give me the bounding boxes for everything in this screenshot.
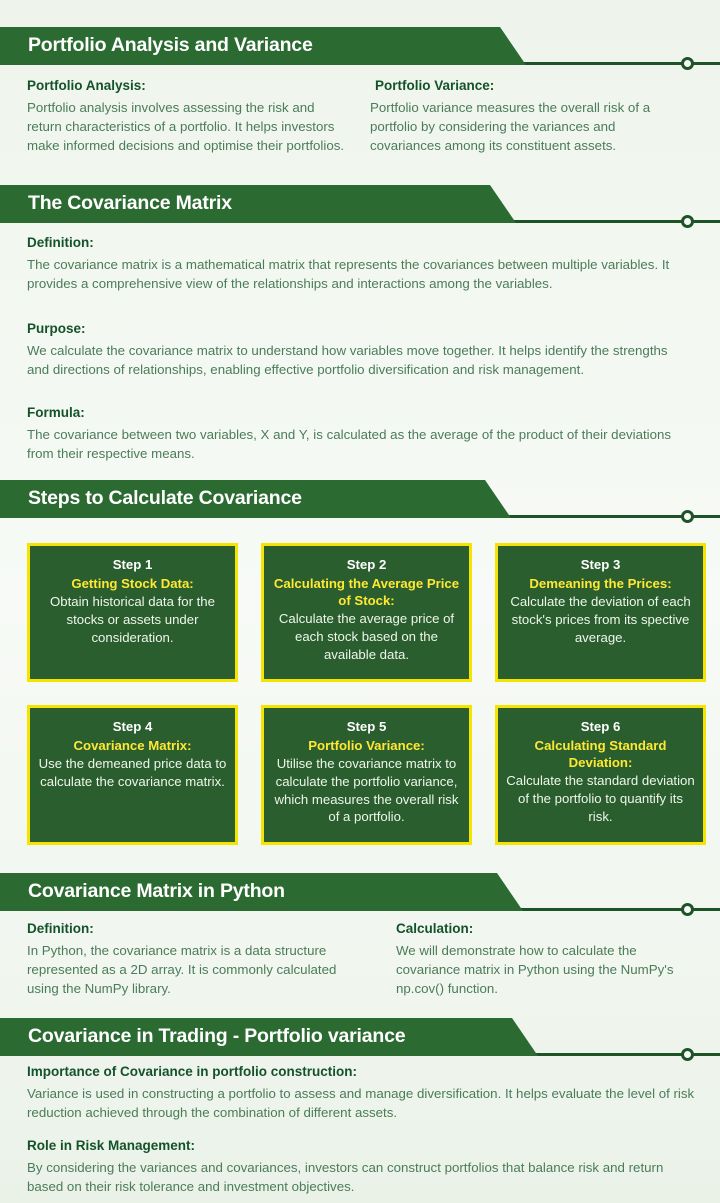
section-banner	[0, 873, 497, 911]
section-header-steps-to-calculate-covariance	[0, 480, 720, 518]
step-card-number: Step 6	[580, 719, 621, 734]
step-card-title: Demeaning the Prices:	[529, 576, 672, 592]
banner-tail-shape	[500, 27, 526, 65]
step-card-text: Calculate the average price of each stock based on the available data.	[278, 611, 455, 662]
block-body: The covariance between two variables, X and Y, is calculated as the average of the product of their deviations from their respective means.	[27, 427, 672, 462]
block-body: Variance is used in constructing a portfolio to assess and manage diversification. It helps evaluate the level of risk reduction achieved through the combination of different assets.	[27, 1086, 695, 1121]
block-heading: Purpose:	[27, 321, 86, 336]
portfolio-analysis-column	[27, 78, 352, 156]
section-banner	[0, 480, 485, 518]
connector-line	[511, 515, 682, 518]
block-heading: Importance of Covariance in portfolio construction:	[27, 1064, 358, 1079]
covariance-matrix-definition-block	[27, 235, 692, 294]
importance-of-covariance-block	[27, 1064, 697, 1123]
column-heading: Definition:	[27, 921, 94, 936]
step-card-text: Calculate the standard deviation of the portfolio to quantify its risk.	[506, 773, 695, 824]
covariance-matrix-purpose-block	[27, 321, 692, 380]
step-cards-row-1	[27, 543, 706, 682]
banner-tail-shape	[490, 185, 516, 223]
block-body: The covariance matrix is a mathematical matrix that represents the covariances between multiple variables. It provides a comprehensive view of the relationships and interactions among the variables.	[27, 257, 670, 292]
step-card-text: Obtain historical data for the stocks or assets under consideration.	[50, 594, 215, 645]
section-banner	[0, 185, 490, 223]
section-title: The Covariance Matrix	[28, 192, 232, 215]
step-card-number: Step 4	[112, 719, 153, 734]
step-card-title: Calculating Standard Deviation:	[534, 738, 667, 771]
block-body: By considering the variances and covariances, investors can construct portfolios that balance risk and return based on their risk tolerance and investment objectives.	[27, 1160, 664, 1195]
connector-line	[538, 1053, 682, 1056]
block-heading: Formula:	[27, 405, 85, 420]
connector-end-dot	[681, 903, 694, 916]
step-card-text: Utilise the covariance matrix to calculate the portfolio variance, which measures the overall risk of a portfolio.	[274, 756, 459, 825]
section-banner	[0, 27, 500, 65]
python-definition-column	[27, 921, 357, 999]
step-card-title: Getting Stock Data:	[71, 576, 194, 592]
step-card-number: Step 1	[112, 557, 153, 572]
column-body: In Python, the covariance matrix is a data structure represented as a 2D array. It is commonly calculated using the NumPy library.	[27, 943, 337, 996]
step-card[interactable]	[495, 543, 706, 682]
step-card-title: Calculating the Average Price of Stock:	[273, 576, 460, 609]
column-heading: Calculation:	[396, 921, 474, 936]
step-card[interactable]	[27, 705, 238, 845]
section-title: Covariance Matrix in Python	[28, 880, 285, 903]
column-body: Portfolio variance measures the overall risk of a portfolio by considering the variances and covariances among its constituent assets.	[370, 100, 651, 153]
portfolio-variance-column	[370, 78, 690, 156]
step-card-number: Step 5	[346, 719, 387, 734]
section-title: Covariance in Trading - Portfolio variance	[28, 1025, 406, 1048]
banner-tail-shape	[512, 1018, 538, 1056]
banner-tail-shape	[485, 480, 511, 518]
block-heading: Definition:	[27, 235, 94, 250]
connector-end-dot	[681, 1048, 694, 1061]
section-title: Portfolio Analysis and Variance	[28, 34, 313, 57]
block-body: We calculate the covariance matrix to understand how variables move together. It helps identify the strengths and directions of relationships, enabling effective portfolio diversification and risk management.	[27, 343, 668, 378]
section-header-covariance-matrix-in-python	[0, 873, 720, 911]
column-heading: Portfolio Analysis:	[27, 78, 146, 93]
section-header-covariance-in-trading-portfolio-variance	[0, 1018, 720, 1056]
column-body: Portfolio analysis involves assessing the risk and return characteristics of a portfolio. It helps investors make informed decisions and optimise their portfolios.	[27, 100, 345, 153]
connector-line	[523, 908, 682, 911]
section-header-portfolio-analysis-and-variance	[0, 27, 720, 65]
step-card[interactable]	[27, 543, 238, 682]
step-card-number: Step 2	[346, 557, 387, 572]
covariance-matrix-formula-block	[27, 405, 692, 464]
role-in-risk-management-block	[27, 1138, 697, 1197]
step-card-number: Step 3	[580, 557, 621, 572]
step-card-title: Portfolio Variance:	[308, 738, 425, 754]
column-heading: Portfolio Variance:	[375, 78, 495, 93]
connector-end-dot	[681, 57, 694, 70]
connector-line	[526, 62, 682, 65]
step-card[interactable]	[495, 705, 706, 845]
section-header-the-covariance-matrix	[0, 185, 720, 223]
connector-line	[516, 220, 682, 223]
step-cards-row-2	[27, 705, 706, 845]
step-card-text: Calculate the deviation of each stock's prices from its spective average.	[510, 594, 691, 645]
step-card-title: Covariance Matrix:	[73, 738, 192, 754]
section-title: Steps to Calculate Covariance	[28, 487, 302, 510]
banner-tail-shape	[497, 873, 523, 911]
step-card-text: Use the demeaned price data to calculate the covariance matrix.	[38, 756, 227, 789]
python-calculation-column	[396, 921, 696, 999]
section-banner	[0, 1018, 512, 1056]
connector-end-dot	[681, 510, 694, 523]
column-body: We will demonstrate how to calculate the covariance matrix in Python using the NumPy's np.cov() function.	[396, 943, 674, 996]
block-heading: Role in Risk Management:	[27, 1138, 196, 1153]
connector-end-dot	[681, 215, 694, 228]
step-card[interactable]	[261, 543, 472, 682]
step-card[interactable]	[261, 705, 472, 845]
